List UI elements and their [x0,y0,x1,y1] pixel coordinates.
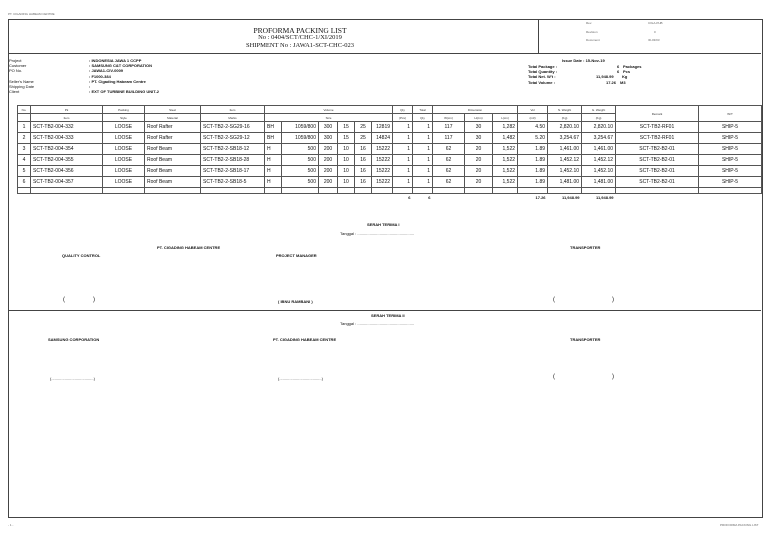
profile-cell: H [265,155,282,166]
dim-h-cell: 20 [465,177,493,188]
table-row [18,133,762,144]
table-totals-row [18,194,762,201]
empty-total-cell [355,194,372,201]
col-header: G. Weight [582,106,616,114]
empty-total-cell [145,194,201,201]
po-value: : JAWA1-CIV-0009 [89,68,124,74]
volume-cell: 1.89 [518,155,548,166]
col-subheader: (Kg) [582,114,616,122]
col-header: Remark [616,106,699,122]
col-subheader: L(cm) [493,114,518,122]
total-unit: Packages [623,64,642,69]
remark-cell: SCT-TB2-B2-01 [616,144,699,155]
size-b-cell: 200 [319,166,338,177]
total-cell: 17.26 [535,194,546,200]
total-value: 6 [617,64,620,69]
ref-value-3: ID-03/03 [648,38,660,42]
project-manager-label: PROJECT MANAGER [276,253,317,258]
col-header: Pk [31,106,103,114]
empty-total-cell [18,194,31,201]
steel-material-cell: Roof Beam [145,155,201,166]
client-value: : EXT OF TURBINE BUILDING UNIT-2 [89,89,159,95]
net-weight-cell: 2,820.10 [548,122,582,133]
total-qty-cell: 1 [413,144,433,155]
volume-cell: 1.89 [518,166,548,177]
packing-style-cell: LOOSE [103,133,145,144]
gross-weight-cell: 2,820.10 [582,122,616,133]
col-subheader: Style [103,114,145,122]
item-mark-cell: SCT-TB2-2-SB18-17 [201,166,265,177]
item-mark-cell: SCT-TB2-2-SB18-12 [201,144,265,155]
issue-date: Issue Date : 15-Nov-19 [562,58,605,63]
table-row [18,122,762,133]
total-value: 11,948.99 [596,74,614,80]
handover-2-title: SERAH TERIMA II [371,313,405,318]
dim-w-cell: 117 [433,122,465,133]
net-weight-cell: 1,481.00 [548,177,582,188]
samsung-sign-line: (......................................) [50,376,95,381]
col-header: Packing [103,106,145,114]
length-cell: 15222 [372,144,393,155]
dim-l-cell: 1,522 [493,155,518,166]
wt-cell: SHIP-5 [699,144,762,155]
total-qty-cell: 1 [413,122,433,133]
row-number-cell: 2 [18,133,31,144]
po-sub-value: : F1000-384 [89,73,111,79]
wt-cell: SHIP-5 [699,122,762,133]
col-subheader: (m3) [518,114,548,122]
col-subheader: H(cm) [465,114,493,122]
total-unit: Kg [622,74,628,80]
remark-cell: SCT-TB2-B2-01 [616,177,699,188]
dim-w-cell: 62 [433,155,465,166]
steel-material-cell: Roof Beam [145,144,201,155]
size-t1-cell: 10 [338,166,355,177]
total-volume-line [528,80,638,85]
qty-cell: 1 [393,144,413,155]
length-cell: 12819 [372,122,393,133]
total-label: Total Package : [528,64,558,69]
qty-cell: 1 [393,122,413,133]
size-t2-cell: 16 [355,144,372,155]
dim-h-cell: 20 [465,166,493,177]
info-label: PO No. [9,68,23,74]
wt-cell: SHIP-5 [699,166,762,177]
profile-cell: H [265,144,282,155]
pk-item-cell: SCT-TB2-004-332 [31,122,103,133]
total-qty-cell: 1 [413,166,433,177]
gross-weight-cell: 1,452.10 [582,166,616,177]
total-value: 6 [617,69,620,75]
info-label: Client [9,89,20,95]
total-label: Total Volume : [528,79,555,85]
size-h-cell: 500 [282,144,319,155]
size-t1-cell: 10 [338,155,355,166]
empty-total-cell [616,194,699,201]
total-cell: 6 [408,194,411,200]
company-center-1: PT. CIGADING HABEAM CENTRE [157,245,221,250]
qty-cell: 1 [393,155,413,166]
item-mark-cell: SCT-TB2-2-SB18-28 [201,155,265,166]
volume-cell: 4.50 [518,122,548,133]
table-row [18,144,762,155]
size-t2-cell: 16 [355,166,372,177]
remark-cell: SCT-TB2-RF01 [616,122,699,133]
size-b-cell: 200 [319,144,338,155]
steel-material-cell: Roof Rafter [145,122,201,133]
size-h-cell: 1059/800 [282,133,319,144]
info-label: Customer [9,63,27,69]
packing-style-cell: LOOSE [103,166,145,177]
col-header: Vol [518,106,548,114]
seller-value: : PT. Cigading Habeam Centre [89,78,146,84]
page-footer-left: - 1 - [8,523,14,527]
col-subheader: Material [145,114,201,122]
shipping-date-value: : [89,84,91,90]
pk-item-cell: SCT-TB2-004-356 [31,166,103,177]
size-h-cell: 500 [282,155,319,166]
item-mark-cell: SCT-TB2-2-SB18-5 [201,177,265,188]
size-b-cell: 300 [319,133,338,144]
remark-cell: SCT-TB2-B2-01 [616,155,699,166]
col-header: Total [413,106,433,114]
total-label: Total Net. W't : [528,74,556,80]
total-cell: 11,948.99 [595,194,614,200]
packing-style-cell: LOOSE [103,155,145,166]
page-footer-right: PROFORMA PACKING LIST [720,523,759,527]
handover-1-title: SERAH TERIMA I [367,222,400,227]
total-unit: M3 [620,79,626,85]
ref-divider [538,19,539,53]
size-t1-cell: 15 [338,122,355,133]
ref-value-1: CIGA-PHB [648,21,663,25]
pk-item-cell: SCT-TB2-004-357 [31,177,103,188]
row-number-cell: 1 [18,122,31,133]
company-center-2: PT. CIGADING HABEAM CENTRE [273,337,337,342]
col-header: Dimension [433,106,518,114]
steel-material-cell: Roof Rafter [145,133,201,144]
empty-total-cell [699,194,762,201]
doc-title: PROFORMA PACKING LIST [253,26,347,35]
pk-item-cell: SCT-TB2-004-355 [31,155,103,166]
row-number-cell: 3 [18,144,31,155]
empty-total-cell [433,194,465,201]
size-t2-cell: 25 [355,133,372,144]
total-value: 17.26 [606,79,617,85]
col-subheader: Item [31,114,103,122]
empty-total-cell [338,194,355,201]
ref-value-2: 0 [654,30,656,34]
col-header: W/T [699,106,762,122]
empty-total-cell [103,194,145,201]
profile-cell: H [265,177,282,188]
info-label: Project [9,58,22,63]
dim-h-cell: 30 [465,122,493,133]
section-divider [8,310,761,311]
col-subheader: (Kg) [548,114,582,122]
dim-l-cell: 1,522 [493,177,518,188]
dim-l-cell: 1,282 [493,122,518,133]
info-label: Seller's Name [9,78,34,84]
col-header: Item [201,106,265,114]
steel-material-cell: Roof Beam [145,166,201,177]
size-t2-cell: 16 [355,155,372,166]
item-mark-cell: SCT-TB2-2-SG29-12 [201,133,265,144]
qty-cell: 1 [393,133,413,144]
totals-labels [528,64,642,85]
wt-cell: SHIP-5 [699,177,762,188]
length-cell: 15222 [372,155,393,166]
net-weight-cell: 1,452.10 [548,166,582,177]
table-row [18,166,762,177]
dim-w-cell: 62 [433,144,465,155]
qc-sign-close: ) [93,297,95,303]
transporter-2-close: ) [612,374,614,380]
size-t1-cell: 10 [338,144,355,155]
size-b-cell: 200 [319,177,338,188]
col-subheader [18,114,31,122]
pk-item-cell: SCT-TB2-004-333 [31,133,103,144]
wt-cell: SHIP-5 [699,155,762,166]
col-header: N. Weight [548,106,582,114]
empty-total-cell [372,194,393,201]
transporter-sign-open: ( [553,297,555,303]
info-values [89,58,159,94]
ref-label-1: Rev. [586,21,592,25]
dim-w-cell: 62 [433,177,465,188]
dim-l-cell: 1,522 [493,144,518,155]
gross-weight-cell: 1,461.00 [582,144,616,155]
gross-weight-cell: 1,481.00 [582,177,616,188]
packing-style-cell: LOOSE [103,122,145,133]
remark-cell: SCT-TB2-RF01 [616,133,699,144]
shipment-number: SHIPMENT No : JAWA1-SCT-CHC-023 [245,42,354,49]
gross-weight-cell: 3,254.67 [582,133,616,144]
customer-value: : SAMSUNG C&T CORPORATION [89,63,153,69]
col-header: Qty [393,106,413,114]
dim-w-cell: 62 [433,166,465,177]
col-header: Volume [265,106,393,114]
transporter-sign-close: ) [612,297,614,303]
total-qty-cell: 1 [413,155,433,166]
size-h-cell: 500 [282,166,319,177]
volume-cell: 1.89 [518,177,548,188]
steel-material-cell: Roof Beam [145,177,201,188]
transporter-2: TRANSPORTER [570,337,601,342]
packing-style-cell: LOOSE [103,177,145,188]
empty-total-cell [493,194,518,201]
net-weight-cell: 1,452.12 [548,155,582,166]
table-header-row [18,106,762,114]
size-h-cell: 500 [282,177,319,188]
total-qty-cell: 1 [413,177,433,188]
length-cell: 15222 [372,166,393,177]
empty-total-cell [465,194,493,201]
empty-total-cell [265,194,282,201]
row-number-cell: 5 [18,166,31,177]
pk-item-cell: SCT-TB2-004-354 [31,144,103,155]
col-subheader: (Pcs) [393,114,413,122]
project-value: : INDONESIA JAWA 1 CCPP [89,58,142,63]
qty-cell: 1 [393,177,413,188]
total-cell: 11,948.99 [561,194,580,200]
handover-1-date: Tanggal : ................................................... [340,231,415,236]
profile-cell: BH [265,122,282,133]
volume-cell: 5.20 [518,133,548,144]
doc-number: No : 0404/SCT/CHC-1/XI/2019 [258,34,342,41]
size-t2-cell: 16 [355,177,372,188]
item-mark-cell: SCT-TB2-2-SG29-16 [201,122,265,133]
transporter-1: TRANSPORTER [570,245,601,250]
volume-cell: 1.89 [518,144,548,155]
quality-control-label: QUALITY CONTROL [62,253,101,258]
col-header: No. [18,106,31,114]
info-label: Shipping Date [9,84,35,89]
size-h-cell: 1059/800 [282,122,319,133]
col-subheader: W(cm) [433,114,465,122]
header-divider [8,53,761,54]
gross-weight-cell: 1,452.12 [582,155,616,166]
empty-total-cell [319,194,338,201]
corner-note: PT. CIGADING HABEAM CENTRE [8,12,55,16]
pm-name: ( IBNU RAMBANI ) [278,299,313,304]
length-cell: 14824 [372,133,393,144]
total-label: Total Quantity : [528,69,558,75]
table-row [18,155,762,166]
dim-h-cell: 20 [465,155,493,166]
info-labels [9,58,34,94]
dim-l-cell: 1,522 [493,166,518,177]
total-qty-cell: 1 [413,133,433,144]
samsung-label: SAMSUNG CORPORATION [48,337,100,342]
size-b-cell: 300 [319,122,338,133]
col-header: Steel [145,106,201,114]
remark-cell: SCT-TB2-B2-01 [616,166,699,177]
wt-cell: SHIP-5 [699,133,762,144]
total-cell: 6 [428,194,431,200]
transporter-2-open: ( [553,374,555,380]
handover-2-date: Tanggal : ................................................... [340,321,415,326]
ref-label-2: Revision [586,30,598,34]
length-cell: 15222 [372,177,393,188]
table-row [18,177,762,188]
qc-sign-open: ( [63,297,65,303]
size-t1-cell: 10 [338,177,355,188]
ref-label-3: Document [586,38,600,42]
center-sign-line: (......................................) [278,376,323,381]
net-weight-cell: 3,254.67 [548,133,582,144]
col-subheader: Size [265,114,393,122]
dim-l-cell: 1,482 [493,133,518,144]
profile-cell: BH [265,133,282,144]
dim-h-cell: 30 [465,133,493,144]
profile-cell: H [265,166,282,177]
size-b-cell: 200 [319,155,338,166]
size-t1-cell: 15 [338,133,355,144]
row-number-cell: 6 [18,177,31,188]
packing-style-cell: LOOSE [103,144,145,155]
dim-w-cell: 117 [433,133,465,144]
total-unit: Pcs [623,69,631,75]
empty-total-cell [282,194,319,201]
dim-h-cell: 20 [465,144,493,155]
empty-total-cell [31,194,103,201]
qty-cell: 1 [393,166,413,177]
col-subheader: Qty [413,114,433,122]
net-weight-cell: 1,461.00 [548,144,582,155]
size-t2-cell: 25 [355,122,372,133]
col-subheader: Marks [201,114,265,122]
empty-total-cell [201,194,265,201]
row-number-cell: 4 [18,155,31,166]
items-table [17,105,762,200]
